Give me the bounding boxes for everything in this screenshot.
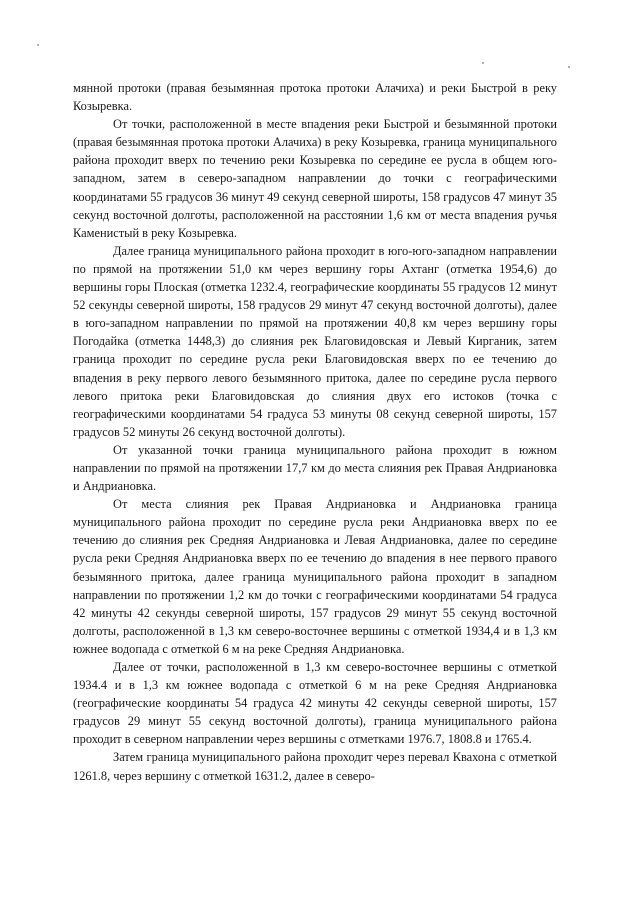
paragraph: От точки, расположенной в месте впадения реки Быстрой и безымянной протоки (правая безымянная протока протоки Алачиха) в реку Козыревка, граница муниципального района проходит вверх по течению реки Козыревка по середине ее русла в общем юго-западном, затем в северо-западном направлении до точки с географическими координатами 55 градусов 36 минут 49 секунд северной широты, 158 градусов 47 минут 35 секунд восточной долготы, расположенной на расстоянии 1,6 км от места впадения ручья Каменистый в реку Козыревка. xyxy=(73,117,557,240)
paragraph: Затем граница муниципального района проходит через перевал Квахона с отметкой 1261.8, через вершину с отметкой 1631.2, далее в северо- xyxy=(73,750,557,783)
document-body xyxy=(73,79,557,785)
scan-speck xyxy=(37,44,39,46)
paragraph: Далее от точки, расположенной в 1,3 км северо-восточнее вершины с отметкой 1934.4 и в 1,3 км южнее водопада с отметкой 6 м на реке Средняя Андриановка (географические координаты 54 градуса 42 минуты 42 секунды северной широты, 157 градусов 29 минут 55 секунд восточной долготы), граница муниципального района проходит в северном направлении через вершины с отметками 1976.7, 1808.8 и 1765.4. xyxy=(73,660,557,747)
scan-speck xyxy=(482,62,484,64)
paragraph-continuation: мянной протоки (правая безымянная протока протоки Алачиха) и реки Быстрой в реку Козыревка. xyxy=(73,81,557,114)
scan-speck xyxy=(568,66,570,68)
paragraph: Далее граница муниципального района проходит в юго-юго-западном направлении по прямой на протяжении 51,0 км через вершину горы Ахтанг (отметка 1954,6) до вершины горы Плоская (отметка 1232.4, географические координаты 55 градусов 12 минут 52 секунды северной широты, 158 градусов 29 минут 47 секунд восточной долготы), далее в юго-западном направлении по прямой на протяжении 40,8 км через вершину горы Погодайка (отметка 1448,3) до слияния рек Благовидовская и Левый Кирганик, затем граница проходит по середине русла реки Благовидовская вверх по ее течению до впадения в реку первого левого безымянного притока, далее по середине русла первого левого притока реки Благовидовская до слияния двух его истоков (точка с географическими координатами 54 градуса 53 минуты 08 секунд северной широты, 157 градусов 52 минуты 26 секунд восточной долготы). xyxy=(73,243,557,439)
paragraph: От указанной точки граница муниципального района проходит в южном направлении по прямой на протяжении 17,7 км до места слияния рек Правая Андриановка и Андриановка. xyxy=(73,442,557,494)
paragraph: От места слияния рек Правая Андриановка и Андриановка граница муниципального района проходит по середине русла реки Андриановка вверх по ее течению до слияния рек Средняя Андриановка и Левая Андриановка, далее по середине русла реки Средняя Андриановка вверх по ее течению до впадения в нее первого правого безымянного притока, далее граница муниципального района проходит в западном направлении по протяжении 1,2 км до точки с географическими координатами 54 градуса 42 минуты 42 секунды северной широты, 157 градусов 29 минут 55 секунд восточной долготы, расположенной в 1,3 км северо-восточнее вершины с отметкой 1934,4 и в 1,3 км южнее водопада с отметкой 6 м на реке Средняя Андриановка. xyxy=(73,497,557,656)
